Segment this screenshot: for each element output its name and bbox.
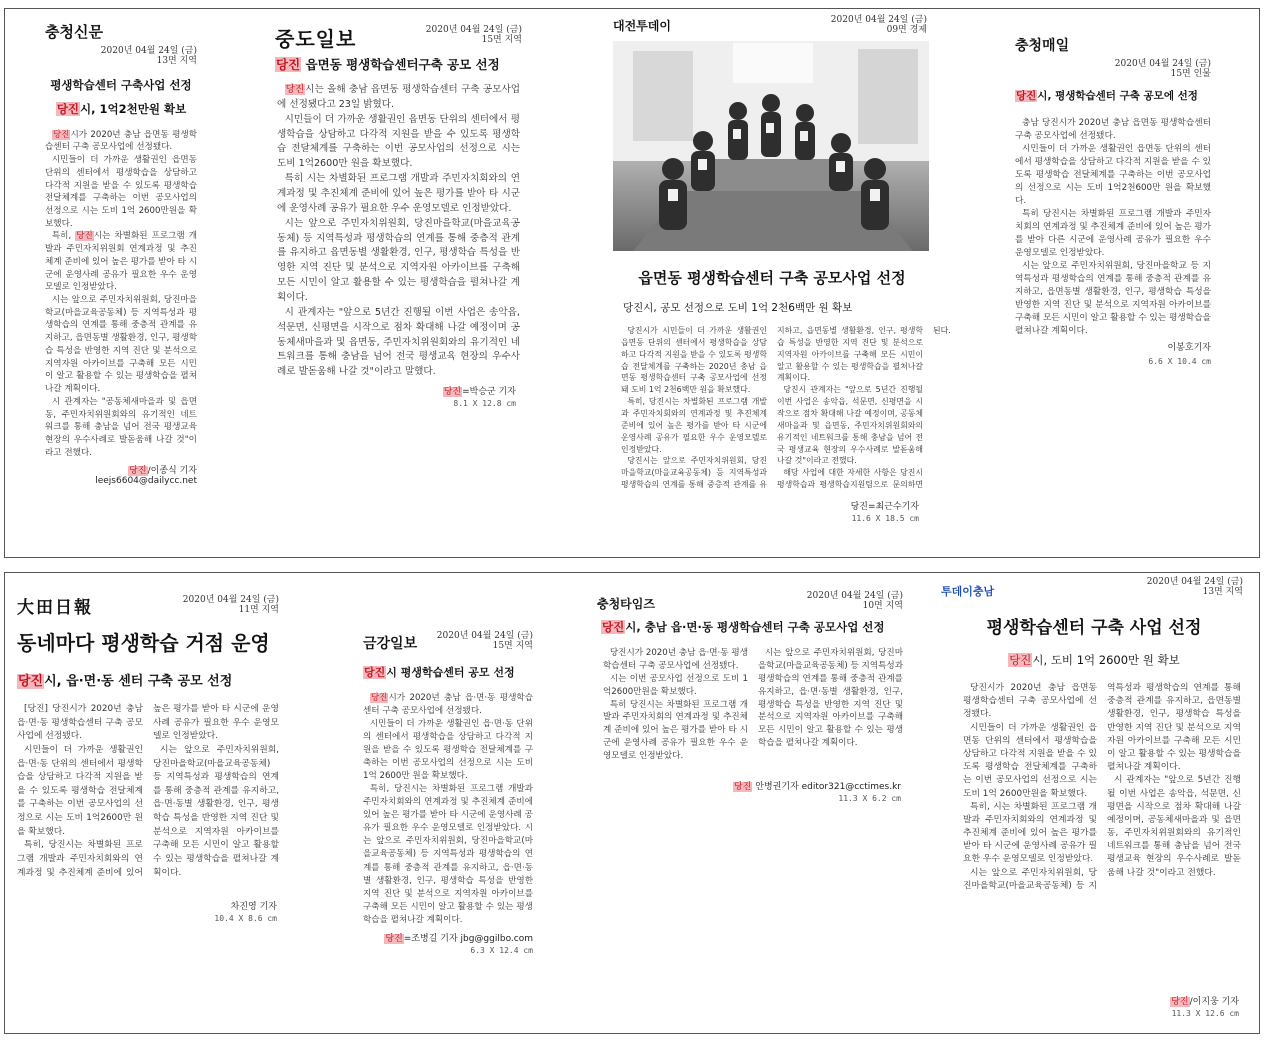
date-text: 2020년 04월 24일 (금) [100, 46, 197, 56]
paper-name: 투데이충남 [941, 585, 995, 598]
highlight-dangjin: 당진 [1009, 653, 1032, 667]
clip-header [595, 573, 911, 613]
paper-name: 대전투데이 [613, 19, 671, 33]
article-body: 충남 당진시가 2020년 충남 읍면동 평생학습센터 구축 공모사업에 선정됐다. 시민들이 더 가까운 생활권인 읍면동 단위의 센터에서 평생학습을 상담하고 다각적 지원을 받을 수 있도록 평생학습 전달체계를 구축하는 이번 공모사업의 선정으로 시는 도비 1억2천600만 원을 확보했다. 특히 당진시는 차별화된 프로그램 개발과 주민자치회의 연계과정 및 추진체계 준비에 있어 높은 평가를 받아 다른 시군에 운영사례 공유가 필요한 우수 운영모델로 인정받았다. 시는 앞으로 주민자치위원회, 당진마을학교 등 지역특성과 평생학습의 연계를 통해 중층적 관계를 유지하고, 읍면동별 생활환경, 인구, 평생학습 특성을 반영한 지역 진단 및 분석으로 지역자원 아카이브를 구축해 모든 시민이 알고 활용할 수 있는 평생학습을 펼쳐나갈 계획이다. [1015, 117, 1211, 337]
subheadline: 당진시, 공모 선정으로 도비 1억 2천6백만 원 확보 [623, 302, 853, 314]
headline: 평생학습센터 구축 사업 선정 [986, 618, 1202, 638]
subheadline: 당진시, 읍·면·동 센터 구축 공모 선정 [18, 674, 233, 689]
paragraph: 특히, 당진시는 차별화된 프로그램 개발과 주민자치위원회 연계과정 및 추진체계 준비에 있어 높은 평가를 받아 타 시군에 운영사례 공유가 필요한 우수 운영모델로 인정받았다. [45, 231, 198, 293]
article-body: 당진시가 2020년 충남 읍면동 평생학습센터 구축 공모사업에 선정됐다. 시민들이 더 가까운 생활권인 읍면동 단위의 센터에서 평생학습을 상담하고 다각적 지원을 받을 수 있도록 평생학습 전달체계를 구축하는 이번 공모사업의 선정으로 시는 도비 1억 2600만원을 확보했다. 특히, 시는 차별화된 프로그램 개발과 주민자치회와의 연계과정 및 추진체계 준비에 있어 높은 평가를 받아 타 시군에 운영사례 공유가 필요한 우수 운영모델로 인정받았다. 시는 앞으로 주민자치위원회, 당진마을학교(마을교육공동체) 등 지역특성과 평생학습의 연계를 통해 중층적 관계를 유지하고, 읍면동별 생활환경, 인구, 평생학습 특성을 반영한 지역 진단 및 분석으로 지역자원 아카이브를 구축해 모든 시민이 알고 활용할 수 있는 평생학습을 펼쳐나갈 계획이다. 시 관계자는 "앞으로 5년간 진행될 이번 사업은 송악읍, 석문면, 신평면을 시작으로 점차 확대해 나갈 예정이며, 공동체새마을과 및 읍면동, 주민자치위원회와의 유기적인 네트워크를 통해 충남을 넘어 전국 평생교육 현장의 우수사례로 발돋움해 나갈 것"이라고 전했다. [963, 683, 1241, 891]
article-body: 당진시가 시민들이 더 가까운 생활권인 읍면동 단위의 센터에서 평생학습을 상담하고 다각적 지원을 받을 수 있도록 평생학습 전달체계를 구축하는 2020년 충남 읍면동 평생학습센터 구축 공모사업에 선정돼 도비 1억 2천6백만 원을 확보했다. 특히, 당진시는 차별화된 프로그램 개발과 주민자치회와의 연계과정 및 추진체계 준비에 있어 높은 평가를 받아 타 시군에 운영사례 공유가 필요한 우수 운영모델로 인정받았다. 당진시는 앞으로 주민자치위원회, 당진 마을학교(마을교육공동체) 등 지역특성과 평생학습의 연계를 통해 중층적 관계를 유지하고, 읍면동별 생활환경, 인구, 평생학습 특성을 반영한 지역 진단 및 분석으로 지역자원 아카이브를 구축해 모든 시민이 알고 활용할 수 있는 평생학습을 펼쳐나갈 계획이다. 당진시 관계자는 "앞으로 5년간 진행될 이번 사업은 송악읍, 석문면, 신평면을 시작으로 점차 확대해 나갈 예정이며, 공동체 새마을과 및 읍면동, 주민자치위원회와의 유기적인 네트워크를 통해 충남을 넘어 전국 평생교육 현장의 우수사례로 발돋움해 나갈 것"이라고 전했다. 해당 사업에 대한 자세한 사항은 당진시 평생학습과 평생학습지원팀으로 문의하면 된다. [621, 326, 951, 490]
clip-header [939, 573, 1249, 607]
highlight-dangjin: 당진 [1016, 89, 1037, 102]
clip-size: 11.3 X 6.2 cm [838, 794, 901, 803]
byline: 이봉호기자 [1167, 343, 1211, 354]
paper-name: 大田日報 [17, 598, 93, 618]
article-body: [당진] 당진시가 2020년 충남 읍·면·동 평생학습센터 구축 공모사업에 선정됐다. 시민들이 더 가까운 생활권인 읍·면·동 단위의 센터에서 평생학습을 상담하고 다각적 지원을 받을 수 있도록 평생학습 전달체계를 구축하는 이번 공모사업의 선정으로 시는 도비 1억2600만 원을 확보했다. 특히, 당진시는 차별화된 프로그램 개발과 주민자치회와의 연계과정 및 추진체계 준비에 있어 높은 평가를 받아 타 시군에 운영사례 공유가 필요한 우수 운영모델로 인정받았다. 시는 앞으로 주민자치위원회, 당진마을학교(마을교육공동체) 등 지역특성과 평생학습의 연계를 통해 중층적 관계를 유지하고, 읍·면·동별 생활환경, 인구, 평생학습 특성을 반영한 지역 진단 및 분석으로 지역자원 아카이브를 구축해 모든 시민이 알고 활용할 수 있는 평생학습을 펼쳐나갈 계획이다. [17, 704, 279, 878]
headline: 당진시 평생학습센터 공모 선정 [364, 665, 515, 679]
headline: 당진시, 충남 읍·면·동 평생학습센터 구축 공모사업 선정 [602, 620, 885, 634]
headline: 당진 읍면동 평생학습센터구축 공모 선정 [276, 57, 500, 72]
clip-daejeon-today [611, 9, 951, 549]
highlight-dangjin: 당진 [18, 674, 44, 689]
clip-joongdo-ilbo [271, 9, 526, 537]
dateline: 2020년 04월 24일 (금) 15면 지역 [425, 25, 522, 46]
clip-header [271, 9, 526, 53]
headline: 평생학습센터 구축사업 선정 [50, 77, 192, 92]
clip-chungcheong-shinmun [45, 9, 197, 537]
subheadline: 당진시, 도비 1억 2600만 원 확보 [1009, 653, 1180, 667]
paper-name: 중도일보 [275, 27, 357, 51]
dateline: 2020년 04월 24일 (금) 15면 인물 [1114, 59, 1211, 80]
news-photo [613, 41, 929, 251]
headline: 읍면동 평생학습센터 구축 공모사업 선정 [638, 269, 906, 287]
paper-name: 충청매일 [1015, 38, 1070, 54]
byline: 당진/이지웅 기자 [1171, 997, 1239, 1007]
article-body: 당진시가 2020년 충남 읍·면·동 평생학습센터 구축 공모사업에 선정됐다. 시민들이 더 가까운 생활권인 읍·면·동 단위의 센터에서 평생학습을 상담하고 다각적 지원을 받을 수 있도록 평생학습 전달체계를 구축하는 이번 공모사업의 선정으로 시는 도비 1억 2600만 원을 확보했다. 특히, 당진시는 차별화된 프로그램 개발과 주민자치회와의 연계과정 및 추진체계 준비에 있어 높은 평가를 받아 타 시군에 운영사례 공유가 필요한 우수 운영모델로 인정받았다. 시는 앞으로 주민자치위원회, 당진마을학교(마을교육공동체) 등 지역특성과 평생학습의 연계를 통해 중층적 관계를 유지하고, 읍·면·동별 생활환경, 인구, 평생학습 특성을 반영한 지역 진단 및 분석으로 지역자원 아카이브를 구축해 모든 시민이 알고 활용할 수 있는 평생학습을 펼쳐나갈 계획이다. [363, 692, 533, 925]
clip-size: 11.6 X 18.5 cm [851, 514, 919, 523]
headline: 동네마다 평생학습 거점 운영 [17, 631, 270, 655]
paragraph: 당진시가 2020년 충남 읍면동 평생학습센터 구축 공모사업에 선정됐다. [45, 129, 197, 153]
byline: 당진 안병권기자 editor321@cctimes.kr [734, 782, 901, 792]
byline: 당진=조병길 기자 jbg@ggilbo.com [385, 933, 533, 944]
paper-name: 금강일보 [363, 636, 418, 652]
headline: 당진시, 평생학습센터 구축 공모에 선정 [1016, 89, 1198, 102]
subheadline [45, 101, 197, 117]
page-text: 13면 지역 [156, 56, 197, 67]
highlight-dangjin: 당진 [602, 620, 625, 634]
clip-chungcheong-times [595, 573, 911, 873]
article-body: 당진시는 올해 충남 읍면동 평생학습센터 구축 공모사업에 선정됐다고 23일 밝혔다. 시민들이 더 가까운 생활권인 읍면동 단위의 센터에서 평생학습을 상담하고 다각적 지원을 받을 수 있도록 평생학습 전달체계를 구축하는 이번 공모사업의 선정으로 시는 도비 1억2600만 원을 확보했다. 특히 시는 차별화된 프로그램 개발과 주민자치회와의 연계과정 및 추진체계 준비에 있어 높은 평가를 받아 타 시군에 운영사례 공유가 필요한 우수 운영모델로 인정받았다. 시는 앞으로 주민자치위원회, 당진마을학교(마을교육공동체) 등 지역특성과 평생학습의 연계를 통해 중층적 관계를 유지하고 읍면동별 생활환경, 인구, 평생학습 특성을 반영한 지역 진단 및 분석으로 지역자원 아카이브를 구축해 모든 시민이 알고 활용할 수 있는 평생학습을 펼쳐나갈 계획이다. 시 관계자는 "앞으로 5년간 진행될 이번 사업은 송악읍, 석문면, 신평면을 시작으로 점차 확대해 나갈 예정이며 공동체새마을과 및 읍면동, 주민자치위원회와의 유기적인 네트워크를 통해 충남을 넘어 전국 평생교육 현장의 우수사례로 발돋움해 나갈 것"이라고 말했다. [277, 84, 520, 378]
paragraph: 시는 앞으로 주민자치위원회, 당진마을학교(마을교육공동체) 등 지역특성과 평생학습의 연계를 통해 중층적 관계를 유지하고, 읍면동별 생활환경, 인구, 평생학습 특성을 반영한 지역 진단 및 분석으로 지역자원 아카이브를 구축해 모든 시민이 알고 활용할 수 있는 평생학습을 펼쳐나갈 계획이다. [45, 295, 197, 395]
subheadline-rest: 시, 1억2천만원 확보 [80, 101, 187, 116]
article-body [45, 129, 197, 460]
clip-header [13, 573, 283, 617]
article-body: 당진시가 2020년 충남 읍·면·동 평생학습센터 구축 공모사업에 선정됐다. 시는 이번 공모사업 선정으로 도비 1억2600만원을 확보했다. 특히 당진시는 차별화된 프로그램 개발과 주민자치회의 연계과정 및 추진체계 준비에 있어 높은 평가를 받아 타 시군에 운영사례 공유가 필요한 우수 운영모델로 인정받았다. 시는 앞으로 주민자치위원회, 당진마을학교(마을교육공동체) 등 지역특성과 평생학습의 연계를 통해 중층적 관계를 유지하고, 읍·면·동별 생활환경, 인구, 평생학습 특성을 반영한 지역 진단 및 분석으로 지역자원 아카이브를 구축해 모든 시민이 알고 활용할 수 있는 평생학습을 펼쳐나갈 계획이다. [603, 648, 903, 762]
paragraph: 시 관계자는 "공동체새마을과 및 읍면동, 주민자치위원회와의 유기적인 네트워크를 통해 충남을 넘어 전국 평생교육 현장의 우수사례로 발돋움해 나갈 것"이라고 전했다. [45, 396, 197, 458]
clip-chungcheong-maeil [1015, 9, 1211, 409]
paragraph: 시민들이 더 가까운 생활권인 읍면동 단위의 센터에서 평생학습을 상담하고 다각적 지원을 받을 수 있도록 평생학습 전달체계를 구축하는 이번 공모사업의 선정으로 시는 도비 1억 2600만원을 확보했다. [45, 155, 197, 229]
clip-size: 11.3 X 12.6 cm [1171, 1009, 1239, 1018]
highlight-dangjin: 당진 [364, 665, 386, 679]
clip-size: 6.6 X 10.4 cm [1148, 357, 1211, 367]
dateline: 2020년 04월 24일 (금) 09면 경제 [830, 15, 927, 36]
clip-header [611, 9, 933, 39]
highlight-dangjin: 당진 [276, 57, 301, 72]
dateline: 2020년 04월 24일 (금) 13면 지역 [1146, 577, 1243, 598]
dateline: 2020년 04월 24일 (금) 15면 지역 [436, 631, 533, 652]
byline: 당진=최근수기자 [850, 502, 919, 512]
clip-today-chungnam [939, 573, 1249, 1023]
clipping-panel-bottom [4, 572, 1260, 1034]
clip-daejeon-ilbo [13, 573, 283, 1013]
group-photo-illustration [613, 41, 929, 251]
clip-size: 10.4 X 8.6 cm [214, 914, 277, 923]
byline: 당진/이종식 기자 leejs6604@dailycc.net [95, 466, 197, 487]
clip-size: 6.3 X 12.4 cm [470, 945, 533, 955]
dateline: 2020년 04월 24일 (금) 10면 지역 [806, 591, 903, 612]
paper-name: 충청신문 [45, 23, 103, 41]
clip-size: 8.1 X 12.8 cm [453, 399, 516, 409]
highlight-dangjin: 당진 [56, 101, 80, 116]
clip-geumgang-ilbo [363, 573, 533, 1013]
dateline [45, 46, 197, 67]
clipping-panel-top [4, 8, 1260, 558]
paper-name: 충청타임즈 [597, 597, 655, 611]
byline: 당진=박승군 기자 [443, 387, 516, 398]
byline: 차진영 기자 [230, 902, 277, 912]
dateline: 2020년 04월 24일 (금) 11면 지역 [182, 595, 279, 616]
highlight-dangjin: 당진 [52, 129, 70, 140]
